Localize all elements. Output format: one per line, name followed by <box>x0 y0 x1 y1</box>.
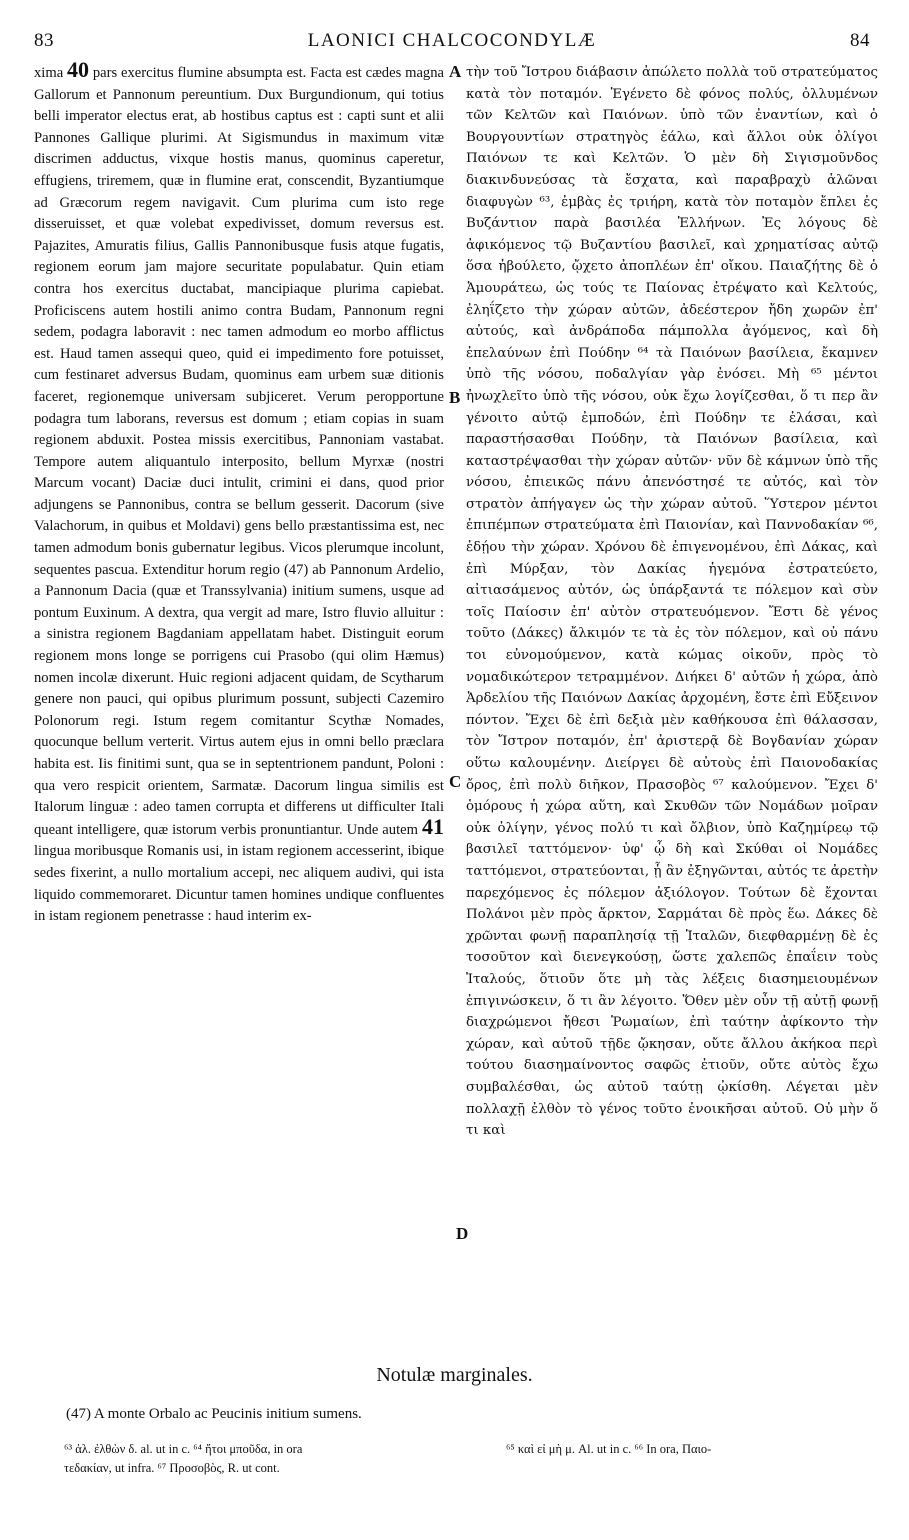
latin-column <box>34 62 444 1342</box>
latin-text-part2: lingua moribusque Romanis usi, in istam regionem accesserint, ibique sedes fixerint, a nullo mortalium accepi, nec aliquem audivi, qui ista liquido commemoraret. Dicuntur tamen homines undique confluentes in istam regionem penetrasse : haud interim ex- <box>34 843 444 925</box>
section-marker-41: 41 <box>422 813 444 839</box>
running-header <box>34 30 870 56</box>
latin-text-part1: pars exercitus flumine absumpta est. Facta est cædes magna Gallorum et Pannonum pereuntium. Dux Burgundionum, qui totius belli imperator electus erat, ab hostibus captus est : capti sunt et alii Pannones Gallique plurimi. At Sigismundus in maximum vitæ discrimen adductus, vixque hostis manus, quominus caperetur, effugiens, triremem, quæ in flumine erat, conscendit, Byzantiumque ad Græcorum regem navigavit. Cum plurima cum isto rege disseruisset, et quæ volebat expedivisset, domum reversus est. Pajazites, Amuratis filius, Gallis Pannonibusque fusis atque fugatis, regionem eorum jam majore securitate populabatur. Quin etiam contra hos exercitus ductabat, mancipiaque plurima capiebat. Proficiscens autem hostili animo contra Budam, Pannonum regni sedem, podagra laboravit : nec tamen admodum eo morbo afflictus est. Haud tamen assequi queo, quid ei impedimento fore potuisset, cum festinaret adversus Budam, quominus eam urbem suæ ditionis faceret, regionemque universam subjiceret. Verum peropportune podagra tum laborans, reversus est domum ; etiam copias in suam regionem abduxit. Postea missis exercitibus, Pannoniam vastabat. Tempore autem aliquantulo interposito, bellum Myrxæ (nostri Marcum vocant) Daciæ duci intulit, crimini ei dans, quod prior adjungens se Pannonibus, contra se bellum gesserit. Dacorum (sive Valachorum, in quibus et Moldavi) gens bello præstantissima est, nec tamen admodum bonis gubernatur legibus. Vicos plerumque incolunt, sequentes pascua. Extenditur horum regio (47) ab Pannonum Ardelio, a Pannonum Dacia (quæ et Transsylvania) initium sumens, usque ad pontum Euxinum. A dextra, qua vergit ad mare, Istro fluvio alluitur : a sinistra regionem Bagdaniam appellatam habet. Distinguit eorum regionem mons longe se porrigens cui Prasobo (qui olim Hæmus) nomen incolæ dixerunt. Huic regioni adjacent quidam, de Scytharum genere non pauci, qui opibus plurimum possunt, subjecti Cazemiro Polonorum regi. Istum regem comitantur Scythæ Nomades, quocunque bellum verterit. Virtus autem ejus in omni bello præclara habita est. Iis finitimi sunt, qua se in septentrionem pandunt, Poloni : qua vero respicit orientem, Sarmatæ. Dacorum lingua similis est Italorum linguæ : adeo tamen corrupta et differens ut difficulter Itali queant intelligere, quæ istorum verbis pronuntiantur. Unde autem <box>34 65 444 838</box>
running-title: LAONICI CHALCOCONDYLÆ <box>307 30 597 51</box>
greek-column <box>466 62 878 1342</box>
footnotes-left: ⁶³ ἀλ. ἐλθὼν δ. al. ut in c. ⁶⁴ ἤτοι μποῦδα, in ora τεδακίαν, ut infra. ⁶⁷ Προσοβὸς, R. ut cont. <box>64 1442 303 1475</box>
footnotes-right: ⁶⁵ καὶ εἰ μὴ μ. Al. ut in c. ⁶⁶ In ora, Παιο- <box>506 1442 712 1456</box>
margin-letter-a: A <box>449 62 462 81</box>
greek-text: τὴν τοῦ Ἴστρου διάβασιν ἀπώλετο πολλὰ τοῦ στρατεύματος κατὰ τὸν ποταμόν. Ἐγένετο δὲ φόνος πολύς, ὀλλυμένων τῶν Κελτῶν καὶ Παιόνων. ὑπὸ τῶν ἐναντίων, καὶ ὁ Βουργουντίων στρατηγὸς ἑάλω, καὶ ἄλλοι οὐκ ὀλίγοι Παιόνων τε καὶ Κελτῶν. Ὁ μὲν δὴ Σιγισμοῦνδος διακινδυνεύσας τὰ ἔσχατα, καὶ παραβραχὺ ἁλῶναι διαφυγὼν ⁶³, ἐμβὰς ἐς τριήρη, κατὰ τὸν ποταμὸν ἔπλει ἐς Βυζάντιον παρὰ βασιλέα Ἑλλήνων. Ἐς λόγους δὲ ἀφικόμενος τῷ Βυζαντίου βασιλεῖ, καὶ χρηματίσας αὐτῷ ὅσα ἠβούλετο, ᾤχετο ἀποπλέων ἐπ' οἴκου. Παιαζήτης δὲ ὁ Ἀμουράτεω, ὡς τούς τε Παίονας ἐτρέψατο καὶ Κελτούς, ἐληΐζετο τὴν χώραν αὐτῶν, ἀδεέστερον ἤδη χωρῶν ἐπ' αὐτούς, καὶ ἀνδράποδα πάμπολλα ἀγόμενος, καὶ δὴ ἐπελαύνων ἐπὶ Πούδην ⁶⁴ τὰ Παιόνων βασίλεια, ἔκαμνεν ὑπὸ τῆς νόσου, ποδαλγίαν γὰρ ἐνόσει. Μὴ ⁶⁵ μέντοι ἠνωχλεῖτο ὑπὸ τῆς νόσου, οὐκ ἔχω λογίζεσθαι, ὅ τι περ ἂν γένοιτο αὐτῷ ἐμποδών, ἐπὶ Πούδην τε ἐλάσαι, καὶ παραστήσασθαι Πούδην, τὰ Παιόνων βασίλεια, καὶ καταστρέψασθαι τὴν χώραν αὐτῶν· νῦν δὲ κάμνων ὑπὸ τῆς νόσου, ἐπιεικῶς πάνυ ἀπενόστησέ τε αὐτός, καὶ τὸν στρατὸν ἀπήγαγεν ὡς τὴν χώραν αὐτοῦ. Ὕστερον μέντοι ἐπιπέμπων στρατεύματα ἐπὶ Παιονίαν, καὶ Παννοδακίαν ⁶⁶, ἐδῄου τὴν χώραν. Χρόνου δὲ ἐπιγενομένου, ἐπὶ Δάκας, καὶ ἐπὶ Μύρξαν, τὸν Δακίας ἡγεμόνα ἐστρατεύετο, αἰτιασάμενος αὐτόν, ὡς ὑπάρξαντά τε πόλεμον καὶ σὺν τοῖς Παίοσιν ἐπ' αὐτὸν στρατευόμενον. Ἔστι δὲ γένος τοῦτο (Δάκες) ἄλκιμόν τε τὰ ἐς τὸν πόλεμον, καὶ οὐ πάνυ τοι εὐνομούμενον, κατὰ κώμας οἰκοῦν, πρὸς τὸ νομαδικώτερον τετραμμένον. Διήκει δ' αὐτῶν ἡ χώρα, ἀπὸ Ἀρδελίου τῆς Παιόνων Δακίας ἀρχομένη, ἔστε ἐπὶ Εὔξεινον πόντον. Ἔχει δὲ ἐπὶ δεξιὰ μὲν καθήκουσα ἐπὶ θάλασσαν, τὸν Ἴστρον ποταμόν, ἐπ' ἀριστερᾷ δὲ Βογδανίαν χώραν οὕτω καλουμένην. Διείργει δὲ αὐτοὺς ἐπὶ Παιονοδακίας ὄρος, ἐπὶ πολὺ διῆκον, Πρασοβὸς ⁶⁷ καλούμενον. Ἔχει δ' ὁμόρους ἡ χώρα αὕτη, καὶ Σκυθῶν τῶν Νομάδων μοῖραν οὐκ ὀλίγην, γένος πολύ τι καὶ ὄλβιον, ὑπὸ Καζημίρεῳ τῷ βασιλεῖ ταττόμενον· ὑφ' ᾧ δὴ καὶ Σκύθαι οἱ Νομάδες ταττόμενοι, στρατεύονται, ᾗ ἂν ἐξηγῶνται, αὐτός τε ἀρετὴν παρεχόμενος ἐς πόλεμον ἀξιόλογον. Τούτων δὲ ἔχονται Πολάνοι μὲν πρὸς ἄρκτον, Σαρμάται δὲ πρὸς ἕω. Δάκες δὲ χρῶνται φωνῇ παραπλησίᾳ τῇ Ἰταλῶν, διεφθαρμένῃ δὲ ἐς τοσοῦτον καὶ διενεγκούσῃ, ὥστε χαλεπῶς ἐπαΐειν τοὺς Ἰταλούς, ὅτιοῦν ὅτε μὴ τὰς λέξεις διασημειουμένων ἐπιγινώσκειν, ὅ τι ἂν λέγοιτο. Ὅθεν μὲν οὖν τῇ αὐτῇ φωνῇ διαχρώμενοι ἤθεσι Ῥωμαίων, ἐπὶ ταύτην ἀφίκοντο τὴν χώραν, καὶ αὐτοῦ τῇδε ᾤκησαν, οὔτε ἄλλου ἀκήκοα περὶ τούτου διασημαίνοντος σαφῶς ἐτιοῦν, οὔτε αὐτὸς ἔχω συμβαλέσθαι, ὡς αὐτοῦ ταύτῃ ᾠκίσθη. Λέγεται μὲν πολλαχῇ ἐλθὸν τὸ γένος τοῦτο ἐνοικῆσαι αὐτοῦ. Οὐ μὴν ὅ τι καὶ <box>466 65 878 1139</box>
latin-text <box>34 62 444 928</box>
marginal-note-47: (47) A monte Orbalo ac Peucinis initium sumens. <box>66 1406 362 1422</box>
page-number-right: 84 <box>850 30 870 51</box>
page-number-left: 83 <box>34 30 54 51</box>
latin-text-part1-before: xima <box>34 65 64 81</box>
margin-letter-c: C <box>449 772 462 791</box>
margin-letter-b: B <box>449 388 461 407</box>
section-marker-40: 40 <box>67 62 90 82</box>
marginal-notes-title: Notulæ marginales. <box>376 1364 533 1386</box>
margin-letter-d: D <box>456 1224 469 1243</box>
